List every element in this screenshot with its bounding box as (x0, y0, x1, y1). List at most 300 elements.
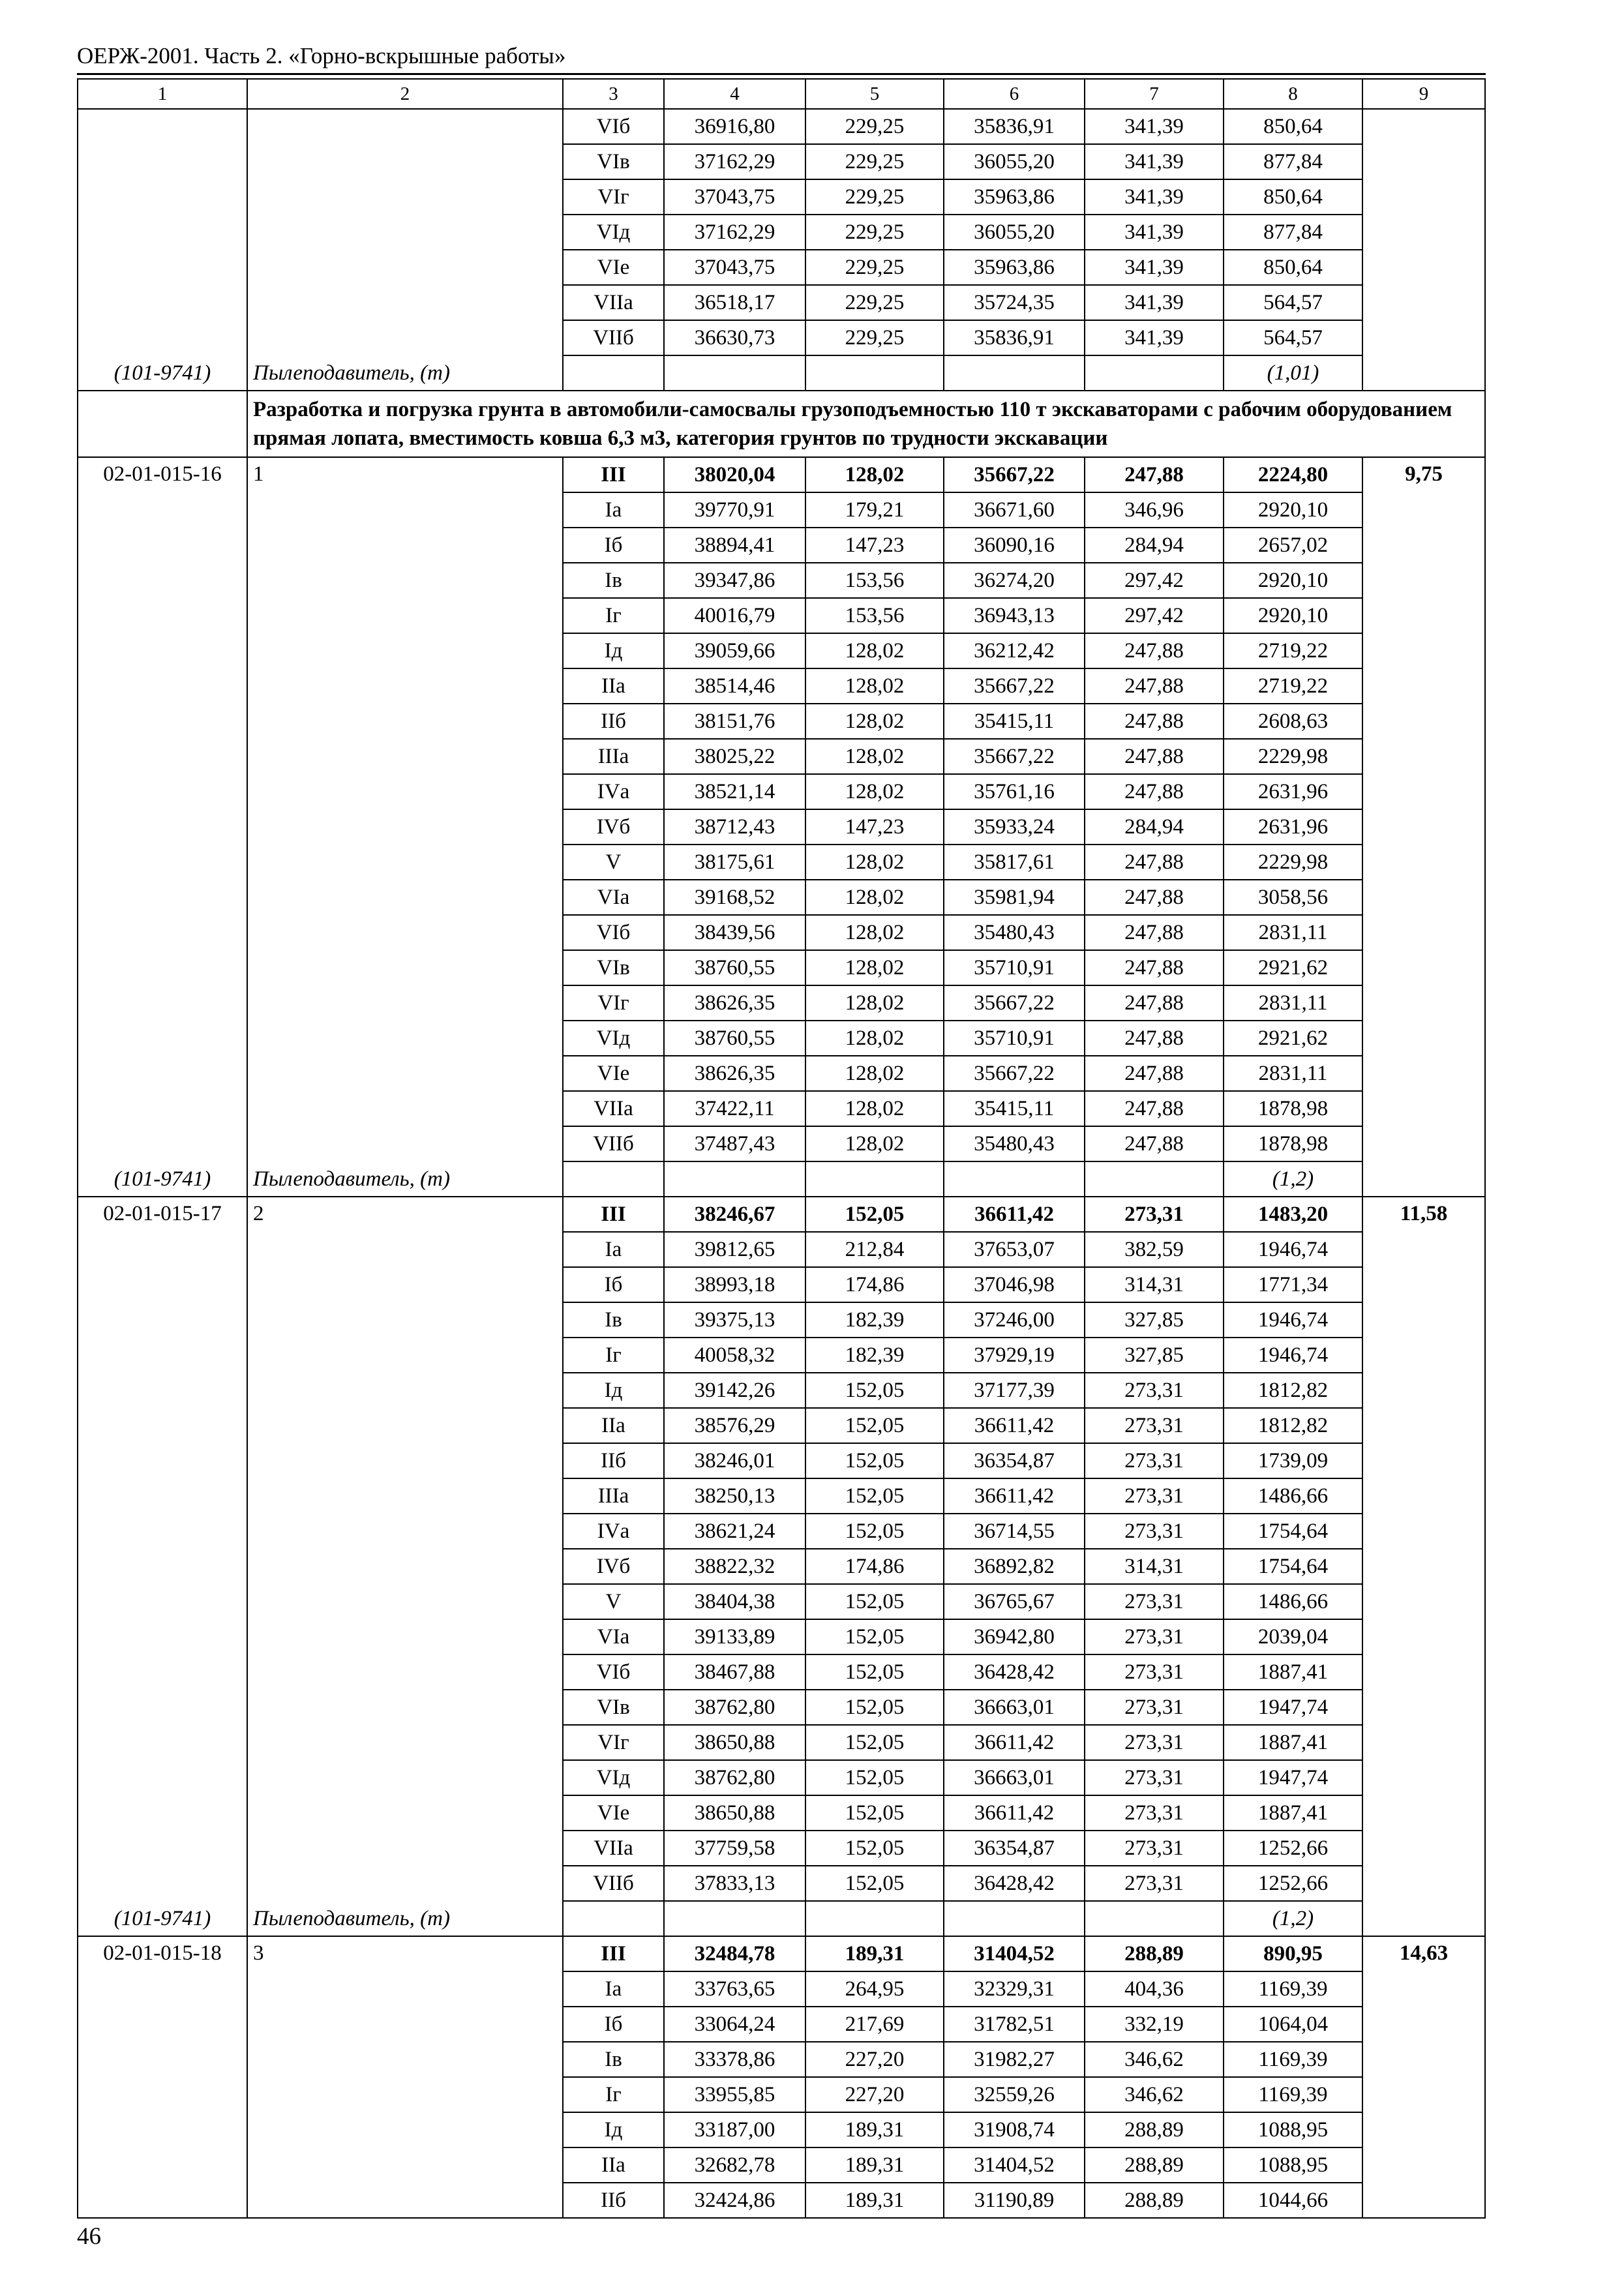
soil-category-cell: IIа (563, 2147, 664, 2183)
soil-category-cell: VIд (563, 1021, 664, 1056)
value-cell: 152,05 (805, 1619, 944, 1654)
coefficient-cell: 11,58 (1362, 1197, 1485, 1901)
value-cell: 39347,86 (664, 563, 805, 598)
value-cell: 37422,11 (664, 1091, 805, 1126)
value-cell: 39770,91 (664, 492, 805, 528)
value-cell: 33064,24 (664, 2007, 805, 2042)
soil-category-cell: VIIа (563, 285, 664, 320)
column-number-cell: 7 (1085, 79, 1224, 109)
material-qty-cell: (1,2) (1224, 1161, 1362, 1197)
value-cell: 314,31 (1085, 1549, 1224, 1584)
value-cell: 37043,75 (664, 250, 805, 285)
value-cell: 850,64 (1224, 250, 1362, 285)
value-cell: 1169,39 (1224, 2042, 1362, 2077)
value-cell: 35710,91 (944, 1021, 1085, 1056)
value-cell: 147,23 (805, 809, 944, 845)
value-cell: 229,25 (805, 179, 944, 215)
soil-category-cell: VIе (563, 1056, 664, 1091)
value-cell: 182,39 (805, 1302, 944, 1338)
value-cell: 128,02 (805, 1091, 944, 1126)
section-title-row (78, 391, 1485, 457)
value-cell: 1252,66 (1224, 1831, 1362, 1866)
value-cell: 152,05 (805, 1514, 944, 1549)
value-cell: 36611,42 (944, 1795, 1085, 1831)
value-cell: 37653,07 (944, 1232, 1085, 1267)
value-cell: 36943,13 (944, 598, 1085, 633)
value-cell: 1754,64 (1224, 1514, 1362, 1549)
value-cell: 227,20 (805, 2077, 944, 2112)
value-cell: 247,88 (1085, 457, 1224, 492)
value-cell: 37162,29 (664, 215, 805, 250)
material-name-cell: Пылеподавитель, (т) (247, 1161, 563, 1197)
value-cell: 36055,20 (944, 215, 1085, 250)
column-number-cell: 4 (664, 79, 805, 109)
value-cell: 36428,42 (944, 1866, 1085, 1901)
value-cell: 128,02 (805, 915, 944, 950)
value-cell: 273,31 (1085, 1443, 1224, 1478)
value-cell: 2920,10 (1224, 492, 1362, 528)
value-cell: 37246,00 (944, 1302, 1085, 1338)
value-cell: 288,89 (1085, 2183, 1224, 2218)
value-cell: 36942,80 (944, 1619, 1085, 1654)
value-cell: 128,02 (805, 880, 944, 915)
value-cell: 850,64 (1224, 179, 1362, 215)
empty-cell (1362, 355, 1485, 391)
value-cell: 341,39 (1085, 215, 1224, 250)
value-cell: 1252,66 (1224, 1866, 1362, 1901)
value-cell: 38762,80 (664, 1760, 805, 1795)
table-row (78, 1197, 1485, 1232)
value-cell: 36714,55 (944, 1514, 1085, 1549)
value-cell: 38762,80 (664, 1690, 805, 1725)
value-cell: 382,59 (1085, 1232, 1224, 1267)
value-cell: 32559,26 (944, 2077, 1085, 2112)
material-code-cell: (101-9741) (78, 1161, 247, 1197)
value-cell: 35667,22 (944, 457, 1085, 492)
soil-category-cell: VIIа (563, 1831, 664, 1866)
value-cell: 152,05 (805, 1478, 944, 1514)
value-cell: 247,88 (1085, 985, 1224, 1021)
soil-category-cell: V (563, 1584, 664, 1619)
value-cell: 297,42 (1085, 563, 1224, 598)
soil-category-cell: IIа (563, 1408, 664, 1443)
value-cell: 152,05 (805, 1760, 944, 1795)
soil-category-cell: IIб (563, 1443, 664, 1478)
empty-cell (805, 1161, 944, 1197)
value-cell: 341,39 (1085, 179, 1224, 215)
soil-category-cell: Iв (563, 2042, 664, 2077)
coefficient-cell: 9,75 (1362, 457, 1485, 1161)
soil-category-cell: Iб (563, 2007, 664, 2042)
name-cell (247, 109, 563, 355)
value-cell: 35710,91 (944, 950, 1085, 985)
value-cell: 1754,64 (1224, 1549, 1362, 1584)
soil-category-cell: VIIб (563, 1866, 664, 1901)
value-cell: 1946,74 (1224, 1232, 1362, 1267)
value-cell: 31190,89 (944, 2183, 1085, 2218)
value-cell: 36671,60 (944, 492, 1085, 528)
value-cell: 346,96 (1085, 492, 1224, 528)
value-cell: 128,02 (805, 704, 944, 739)
value-cell: 38175,61 (664, 845, 805, 880)
empty-cell (944, 1161, 1085, 1197)
soil-category-cell: VIб (563, 109, 664, 144)
value-cell: 1044,66 (1224, 2183, 1362, 2218)
value-cell: 35667,22 (944, 668, 1085, 704)
value-cell: 327,85 (1085, 1338, 1224, 1373)
value-cell: 217,69 (805, 2007, 944, 2042)
value-cell: 39133,89 (664, 1619, 805, 1654)
value-cell: 37046,98 (944, 1267, 1085, 1302)
value-cell: 33763,65 (664, 1971, 805, 2007)
value-cell: 38894,41 (664, 528, 805, 563)
column-number-cell: 1 (78, 79, 247, 109)
value-cell: 40016,79 (664, 598, 805, 633)
value-cell: 877,84 (1224, 144, 1362, 179)
value-cell: 1878,98 (1224, 1091, 1362, 1126)
value-cell: 273,31 (1085, 1408, 1224, 1443)
soil-category-cell: VIг (563, 985, 664, 1021)
value-cell: 1486,66 (1224, 1584, 1362, 1619)
value-cell: 36765,67 (944, 1584, 1085, 1619)
rate-code-cell: 02-01-015-18 (78, 1936, 247, 2218)
soil-category-cell: VIг (563, 179, 664, 215)
value-cell: 1812,82 (1224, 1408, 1362, 1443)
value-cell: 36630,73 (664, 320, 805, 355)
value-cell: 32424,86 (664, 2183, 805, 2218)
value-cell: 36611,42 (944, 1725, 1085, 1760)
material-row (78, 355, 1485, 391)
value-cell: 37177,39 (944, 1373, 1085, 1408)
value-cell: 247,88 (1085, 915, 1224, 950)
rate-code-cell: 02-01-015-16 (78, 457, 247, 1161)
value-cell: 36611,42 (944, 1478, 1085, 1514)
value-cell: 247,88 (1085, 1021, 1224, 1056)
value-cell: 2657,02 (1224, 528, 1362, 563)
code-cell (78, 109, 247, 355)
value-cell: 128,02 (805, 845, 944, 880)
value-cell: 36055,20 (944, 144, 1085, 179)
value-cell: 2608,63 (1224, 704, 1362, 739)
value-cell: 247,88 (1085, 950, 1224, 985)
value-cell: 128,02 (805, 1126, 944, 1161)
soil-category-cell: VIе (563, 1795, 664, 1831)
value-cell: 564,57 (1224, 320, 1362, 355)
value-cell: 273,31 (1085, 1373, 1224, 1408)
value-cell: 229,25 (805, 144, 944, 179)
value-cell: 152,05 (805, 1866, 944, 1901)
value-cell: 2224,80 (1224, 457, 1362, 492)
material-qty-cell: (1,01) (1224, 355, 1362, 391)
value-cell: 35963,86 (944, 179, 1085, 215)
value-cell: 128,02 (805, 774, 944, 809)
soil-category-cell: Iв (563, 1302, 664, 1338)
empty-cell (78, 391, 247, 457)
soil-category-cell: Iд (563, 2112, 664, 2147)
page-number: 46 (77, 2223, 101, 2250)
value-cell: 38760,55 (664, 1021, 805, 1056)
value-cell: 35415,11 (944, 1091, 1085, 1126)
value-cell: 39375,13 (664, 1302, 805, 1338)
value-cell: 36090,16 (944, 528, 1085, 563)
value-cell: 346,62 (1085, 2077, 1224, 2112)
value-cell: 247,88 (1085, 1091, 1224, 1126)
material-row (78, 1161, 1485, 1197)
column-number-row (78, 79, 1485, 109)
value-cell: 152,05 (805, 1443, 944, 1478)
value-cell: 36428,42 (944, 1654, 1085, 1690)
section-title: Разработка и погрузка грунта в автомобили-самосвалы грузоподъемностью 110 т экскаваторами с рабочим оборудованием прямая лопата, вместимость ковша 6,3 м3, категория грунтов по трудности экскавации (247, 391, 1485, 457)
value-cell: 229,25 (805, 320, 944, 355)
value-cell: 35963,86 (944, 250, 1085, 285)
value-cell: 1486,66 (1224, 1478, 1362, 1514)
value-cell: 38626,35 (664, 1056, 805, 1091)
value-cell: 2920,10 (1224, 598, 1362, 633)
value-cell: 38521,14 (664, 774, 805, 809)
soil-category-cell: IVа (563, 1514, 664, 1549)
value-cell: 38712,43 (664, 809, 805, 845)
soil-category-cell: VIа (563, 880, 664, 915)
value-cell: 2719,22 (1224, 668, 1362, 704)
value-cell: 32682,78 (664, 2147, 805, 2183)
value-cell: 273,31 (1085, 1197, 1224, 1232)
value-cell: 346,62 (1085, 2042, 1224, 2077)
value-cell: 36274,20 (944, 563, 1085, 598)
value-cell: 1878,98 (1224, 1126, 1362, 1161)
value-cell: 39812,65 (664, 1232, 805, 1267)
value-cell: 2631,96 (1224, 809, 1362, 845)
value-cell: 174,86 (805, 1267, 944, 1302)
empty-cell (1362, 1161, 1485, 1197)
value-cell: 2229,98 (1224, 739, 1362, 774)
column-number-cell: 6 (944, 79, 1085, 109)
value-cell: 247,88 (1085, 1056, 1224, 1091)
coefficient-cell (1362, 109, 1485, 355)
value-cell: 36916,80 (664, 109, 805, 144)
value-cell: 33378,86 (664, 2042, 805, 2077)
material-name-cell: Пылеподавитель, (т) (247, 355, 563, 391)
value-cell: 128,02 (805, 1056, 944, 1091)
value-cell: 38650,88 (664, 1795, 805, 1831)
soil-category-cell: Iв (563, 563, 664, 598)
value-cell: 35667,22 (944, 1056, 1085, 1091)
value-cell: 152,05 (805, 1690, 944, 1725)
value-cell: 35981,94 (944, 880, 1085, 915)
value-cell: 38246,67 (664, 1197, 805, 1232)
value-cell: 39168,52 (664, 880, 805, 915)
value-cell: 890,95 (1224, 1936, 1362, 1971)
value-cell: 38650,88 (664, 1725, 805, 1760)
value-cell: 2831,11 (1224, 915, 1362, 950)
soil-category-cell: IVб (563, 809, 664, 845)
value-cell: 38760,55 (664, 950, 805, 985)
soil-category-cell: VIв (563, 144, 664, 179)
value-cell: 38250,13 (664, 1478, 805, 1514)
soil-category-cell: IIа (563, 668, 664, 704)
value-cell: 247,88 (1085, 1126, 1224, 1161)
value-cell: 38576,29 (664, 1408, 805, 1443)
value-cell: 35724,35 (944, 285, 1085, 320)
soil-category-cell: Iг (563, 598, 664, 633)
soil-category-cell: VIа (563, 1619, 664, 1654)
empty-cell (805, 355, 944, 391)
value-cell: 37833,13 (664, 1866, 805, 1901)
value-cell: 1771,34 (1224, 1267, 1362, 1302)
value-cell: 273,31 (1085, 1654, 1224, 1690)
column-number-cell: 2 (247, 79, 563, 109)
value-cell: 2039,04 (1224, 1619, 1362, 1654)
value-cell: 1169,39 (1224, 2077, 1362, 2112)
soil-category-cell: VIб (563, 915, 664, 950)
value-cell: 152,05 (805, 1795, 944, 1831)
value-cell: 36518,17 (664, 285, 805, 320)
material-qty-cell: (1,2) (1224, 1901, 1362, 1936)
rate-name-cell: 1 (247, 457, 563, 1161)
value-cell: 31982,27 (944, 2042, 1085, 2077)
soil-category-cell: III (563, 457, 664, 492)
value-cell: 152,05 (805, 1831, 944, 1866)
value-cell: 1483,20 (1224, 1197, 1362, 1232)
value-cell: 37043,75 (664, 179, 805, 215)
value-cell: 229,25 (805, 285, 944, 320)
soil-category-cell: IVа (563, 774, 664, 809)
empty-cell (944, 1901, 1085, 1936)
value-cell: 341,39 (1085, 109, 1224, 144)
value-cell: 36892,82 (944, 1549, 1085, 1584)
value-cell: 38993,18 (664, 1267, 805, 1302)
soil-category-cell: Iа (563, 492, 664, 528)
value-cell: 3058,56 (1224, 880, 1362, 915)
value-cell: 877,84 (1224, 215, 1362, 250)
table-row (78, 109, 1485, 144)
value-cell: 284,94 (1085, 809, 1224, 845)
value-cell: 341,39 (1085, 144, 1224, 179)
empty-cell (805, 1901, 944, 1936)
value-cell: 39059,66 (664, 633, 805, 668)
value-cell: 2831,11 (1224, 985, 1362, 1021)
value-cell: 189,31 (805, 1936, 944, 1971)
value-cell: 288,89 (1085, 2112, 1224, 2147)
value-cell: 1887,41 (1224, 1725, 1362, 1760)
value-cell: 247,88 (1085, 880, 1224, 915)
value-cell: 327,85 (1085, 1302, 1224, 1338)
value-cell: 35667,22 (944, 985, 1085, 1021)
value-cell: 38246,01 (664, 1443, 805, 1478)
column-number-cell: 8 (1224, 79, 1362, 109)
value-cell: 128,02 (805, 633, 944, 668)
value-cell: 152,05 (805, 1373, 944, 1408)
value-cell: 1887,41 (1224, 1654, 1362, 1690)
empty-cell (563, 1901, 664, 1936)
value-cell: 38822,32 (664, 1549, 805, 1584)
soil-category-cell: Iг (563, 2077, 664, 2112)
value-cell: 37929,19 (944, 1338, 1085, 1373)
value-cell: 128,02 (805, 739, 944, 774)
value-cell: 33955,85 (664, 2077, 805, 2112)
value-cell: 247,88 (1085, 774, 1224, 809)
material-row (78, 1901, 1485, 1936)
value-cell: 37759,58 (664, 1831, 805, 1866)
value-cell: 850,64 (1224, 109, 1362, 144)
soil-category-cell: IIб (563, 2183, 664, 2218)
empty-cell (664, 1161, 805, 1197)
value-cell: 31782,51 (944, 2007, 1085, 2042)
value-cell: 273,31 (1085, 1514, 1224, 1549)
material-code-cell: (101-9741) (78, 355, 247, 391)
value-cell: 36354,87 (944, 1443, 1085, 1478)
value-cell: 38404,38 (664, 1584, 805, 1619)
value-cell: 229,25 (805, 250, 944, 285)
header-rule (77, 73, 1486, 75)
value-cell: 152,05 (805, 1408, 944, 1443)
value-cell: 37162,29 (664, 144, 805, 179)
empty-cell (1085, 355, 1224, 391)
soil-category-cell: IIб (563, 704, 664, 739)
soil-category-cell: VIд (563, 215, 664, 250)
value-cell: 38621,24 (664, 1514, 805, 1549)
value-cell: 179,21 (805, 492, 944, 528)
empty-cell (664, 1901, 805, 1936)
soil-category-cell: VIб (563, 1654, 664, 1690)
material-code-cell: (101-9741) (78, 1901, 247, 1936)
value-cell: 273,31 (1085, 1690, 1224, 1725)
soil-category-cell: Iг (563, 1338, 664, 1373)
soil-category-cell: VIв (563, 950, 664, 985)
value-cell: 564,57 (1224, 285, 1362, 320)
value-cell: 229,25 (805, 215, 944, 250)
value-cell: 38025,22 (664, 739, 805, 774)
value-cell: 341,39 (1085, 285, 1224, 320)
empty-cell (664, 355, 805, 391)
value-cell: 273,31 (1085, 1831, 1224, 1866)
value-cell: 1812,82 (1224, 1373, 1362, 1408)
value-cell: 38626,35 (664, 985, 805, 1021)
value-cell: 36212,42 (944, 633, 1085, 668)
value-cell: 31404,52 (944, 2147, 1085, 2183)
value-cell: 2831,11 (1224, 1056, 1362, 1091)
value-cell: 2920,10 (1224, 563, 1362, 598)
value-cell: 247,88 (1085, 845, 1224, 880)
value-cell: 38151,76 (664, 704, 805, 739)
value-cell: 35480,43 (944, 1126, 1085, 1161)
column-number-cell: 9 (1362, 79, 1485, 109)
soil-category-cell: VIд (563, 1760, 664, 1795)
value-cell: 38439,56 (664, 915, 805, 950)
soil-category-cell: VIIб (563, 1126, 664, 1161)
soil-category-cell: IVб (563, 1549, 664, 1584)
soil-category-cell: Iб (563, 528, 664, 563)
value-cell: 152,05 (805, 1654, 944, 1690)
rates-table (77, 78, 1486, 2219)
value-cell: 273,31 (1085, 1795, 1224, 1831)
value-cell: 189,31 (805, 2183, 944, 2218)
value-cell: 404,36 (1085, 1971, 1224, 2007)
soil-category-cell: IIIа (563, 739, 664, 774)
soil-category-cell: Iа (563, 1232, 664, 1267)
page-header: ОЕРЖ-2001. Часть 2. «Горно-вскрышные работы» (77, 43, 566, 68)
value-cell: 273,31 (1085, 1478, 1224, 1514)
value-cell: 152,05 (805, 1197, 944, 1232)
value-cell: 2229,98 (1224, 845, 1362, 880)
value-cell: 284,94 (1085, 528, 1224, 563)
value-cell: 247,88 (1085, 739, 1224, 774)
value-cell: 247,88 (1085, 668, 1224, 704)
value-cell: 36663,01 (944, 1690, 1085, 1725)
empty-cell (1362, 1901, 1485, 1936)
value-cell: 273,31 (1085, 1619, 1224, 1654)
value-cell: 153,56 (805, 563, 944, 598)
value-cell: 247,88 (1085, 704, 1224, 739)
